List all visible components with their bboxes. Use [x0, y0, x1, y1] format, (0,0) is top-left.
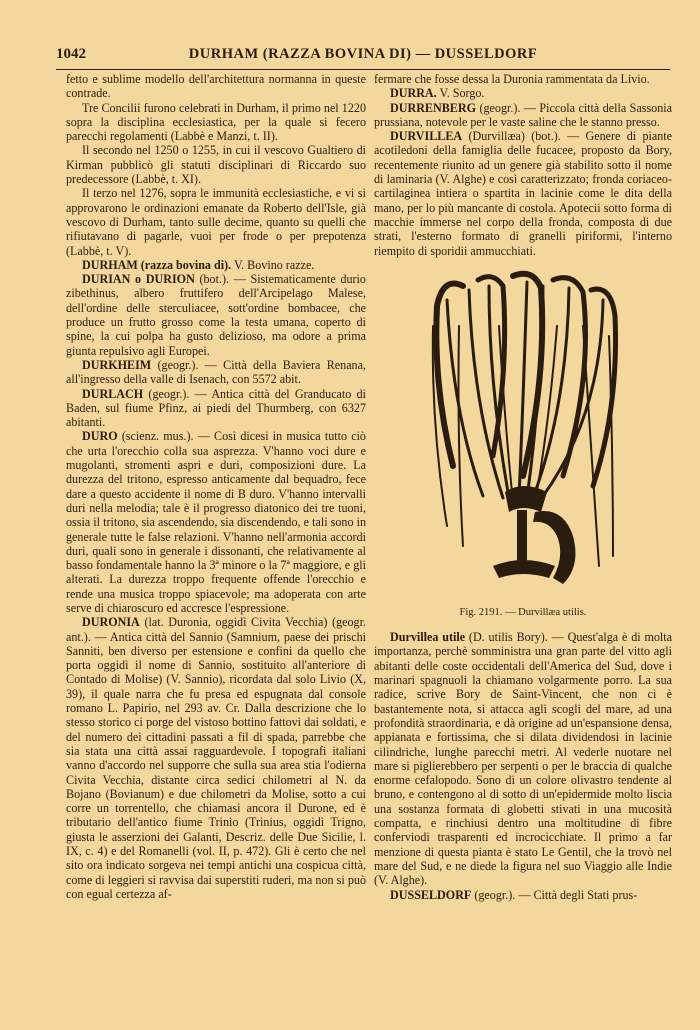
- entry-head: DURIAN o DURION: [82, 272, 195, 287]
- entry-text: (geogr.). — Città della Baviera Renana, all'ingresso della valle di Isenach, con 5572 abit.: [66, 357, 366, 387]
- entry-head: DURONIA: [82, 615, 140, 630]
- entry-text: V. Bovino razze.: [233, 257, 315, 272]
- entry-head: Durvillea utile: [390, 630, 466, 645]
- entry-durvillea: [374, 129, 672, 258]
- entry-head: DURKHEIM: [82, 357, 152, 372]
- entry-head: DURO: [82, 429, 118, 444]
- entry-text: (Durvillæa) (bot.). — Genere di piante acotiledoni della famiglia delle fucacee, proposto da Bory, recentemente riunito ad un genere già stabilito sotto il nome di laminaria (V. Alghe) e così caratterizzato; fronda coriaceo-cartilaginea intiera o spartita in lacinie come le dita della mano, per lo più mancante di costola. Apotecii sotto forma di macchie immerse nel corpo della fronda, composta di due strati, l'esterno formato di granelli piriformi, l'interno riempito di sporidii ammucchiati.: [374, 129, 673, 258]
- entry-text: (scienz. mus.). — Così dicesi in musica tutto ciò che urta l'orecchio colla sua asprezza. V'hanno voci dure e mugolanti, stromenti aspri e duri, composizioni dure. La durezza del tritono, espresso anticamente dal bequadro, fece dare a questo accidente il nome di B duro. V'hanno intervalli duri nella melodia; tale è il progresso diatonico dei tre tuoni, ossia il tritono, sia ascendendo, sia discendendo, e tali sono in generale tutte le false relazioni. V'hanno nell'armonia accordi duri, quali sono in generale i dissonanti, che relativamente al basso fondamentale hanno la 3ª minore o la 7ª maggiore, e gli alterati. La durezza troppo frequente offende l'orecchio e rende una musica troppo spiacevole; ma adoperata con arte serve di chiaroscuro ed accresce l'espressione.: [66, 429, 366, 615]
- entry-text: (D. utilis Bory). — Quest'alga è di molta importanza, perchè somministra una gran parte del vitto agli abitanti delle coste occidentali dell'America del Sud, dove i marinari spagnuoli la chiamano volgarmente porro. La sua radice, scrive Bory de Saint-Vincent, che non ci è bastantemente nota, si attacca agli scogli del mare, ad una profondità straordinaria, e dà origine ad un'espansione densa, appianata e fortissima, che si dilata dividendosi in lacinie cilindriche, lunghe parecchi metri. Al vederle nuotare nel mare si piglierebbero per serpenti o per le braccia di qualche enorme cefalopodo. Sono di un colore olivastro tendente al bruno, e contengono al di sotto di un'epidermide molto liscia una sostanza formata di globetti stivati in una mucosità compatta, e rinchiusi dentro una moltitudine di fibre conferviodi trasparenti ed incrocicchiate. Il primo a far menzione di questa pianta è stato Le Gentil, che la trovò nel mare del Sud, e ne diede la figura nel suo Viaggio alle Indie (V. Alghe).: [374, 630, 673, 888]
- paragraph: fermare che fosse dessa la Duronia rammentata da Livio.: [374, 72, 650, 86]
- entry-durrenberg: [374, 101, 672, 130]
- page-number: 1042: [56, 46, 86, 62]
- entry-dusseldorf: [374, 888, 672, 902]
- entry-text: V. Sorgo.: [439, 86, 485, 101]
- entry-head: DURRA.: [390, 86, 437, 101]
- entry-head: DURHAM (razza bovina di).: [82, 257, 232, 272]
- paragraph: Il secondo nel 1250 o 1255, in cui il vescovo Gualtiero di Kirman pubblicò gli statuti disciplinari di Riccardo suo predecessore (Labbè, t. XI).: [66, 143, 366, 187]
- entry-duro: [66, 429, 366, 615]
- entry-durlach: [66, 387, 366, 430]
- page-header: [56, 44, 670, 68]
- entry-head: DUSSELDORF: [390, 887, 472, 902]
- paragraph: Il terzo nel 1276, sopra le immunità ecclesiastiche, e vi si approvarono le ordinazioni emanate da Roberto dell'Isle, già vescovo di Durham, tanto sulle decime, quanto su quelli che rifiutavano di pagarle, vuoi per frode o per prepotenza (Labbè, t. V).: [66, 186, 366, 258]
- right-column: [374, 72, 672, 902]
- entry-durvillea-utile: [374, 630, 672, 887]
- paragraph: Tre Concilii furono celebrati in Durham, il primo nel 1220 sopra la disciplina ecclesiastica, per la quale si fecero parecchi regolamenti (Labbè e Manzi, t. II).: [66, 100, 366, 144]
- entry-text: (geogr.). — Città degli Stati prus-: [474, 887, 638, 902]
- entry-duronia: [66, 615, 366, 901]
- entry-text: (geogr.). — Antica città del Granducato di Baden, sul fiume Pfinz, ai piedi del Thurmberg, con 6327 abitanti.: [66, 386, 366, 430]
- entry-head: DURLACH: [82, 386, 144, 401]
- entry-text: (lat. Duronia, oggidì Civita Vecchia) (geogr. ant.). — Antica città del Sannio (Samnium, paese dei prischi Sanniti, ben diverso per estensione e confini da quello che porta oggidì il nome di Sannio, sostituito all'anteriore di Contado di Molise) (V. Sannio), ricordata dal solo Livio (X, 39), il quale narra che fu presa ed espugnata dal console romano L. Papirio, nel 293 av. Cr. Dalla descrizione che lo stesso storico ci porge del vistoso bottino fattovi dai soldati, e del numero dei cittadini passati a fil di spada, parrebbe che sia stata una città assai ragguardevole. I topografi italiani vanno d'accordo nel supporre che sulla sua area stia l'odierna Civita Vecchia, distante circa sedici chilometri al N. da Bojano (Bovianum) e due chilometri da Molise, sotto a cui corre un torrentello, che chiamasi ancora il Durone, ed è tributario dell'antico fiume Trinio (Trinius, oggidì Trigno, giusta le asserzioni dei Galanti, Descriz. delle Due Sicilie, l. IX, c. 4) e del Romanelli (vol. II, p. 472). Gli è certo che nel sito ora indicato sorgeva nei tempi antichi una cospicua città, come di leggieri si ravvisa dai superstiti ruderi, ma non si può con egual certezza af-: [66, 615, 366, 901]
- entry-durkheim: [66, 358, 366, 387]
- running-head: DURHAM (RAZZA BOVINA DI) — DUSSELDORF: [188, 46, 538, 62]
- figure-caption: Fig. 2191. — Durvillæa utilis.: [459, 606, 587, 618]
- entry-head: DURVILLEA: [390, 129, 463, 144]
- entry-durian: [66, 272, 366, 358]
- paragraph: fetto e sublime modello dell'architettura normanna in queste contrade.: [66, 72, 366, 101]
- durvillaea-illustration: [374, 266, 672, 602]
- entry-head: DURRENBERG: [390, 100, 477, 115]
- left-column: [66, 72, 366, 901]
- entry-durham-razza: [66, 258, 366, 272]
- header-rule: [56, 69, 670, 70]
- seaweed-engraving: [423, 266, 623, 602]
- entry-durra: [374, 86, 672, 100]
- entry-text: (geogr.). — Piccola città della Sassonia prussiana, notevole per le vaste saline che le stanno presso.: [374, 100, 672, 129]
- entry-text: (bot.). — Sistematicamente durio zibethinus, albero fruttifero dell'Arcipelago Malese, dell'ordine delle sterculiacee, sott'ordine bombacee, che produce un frutto grosso come la testa umana, coperto di spine, la cui polpa ha gusto delizioso, ma odore a prima giunta repulsivo agli Europei.: [66, 272, 366, 358]
